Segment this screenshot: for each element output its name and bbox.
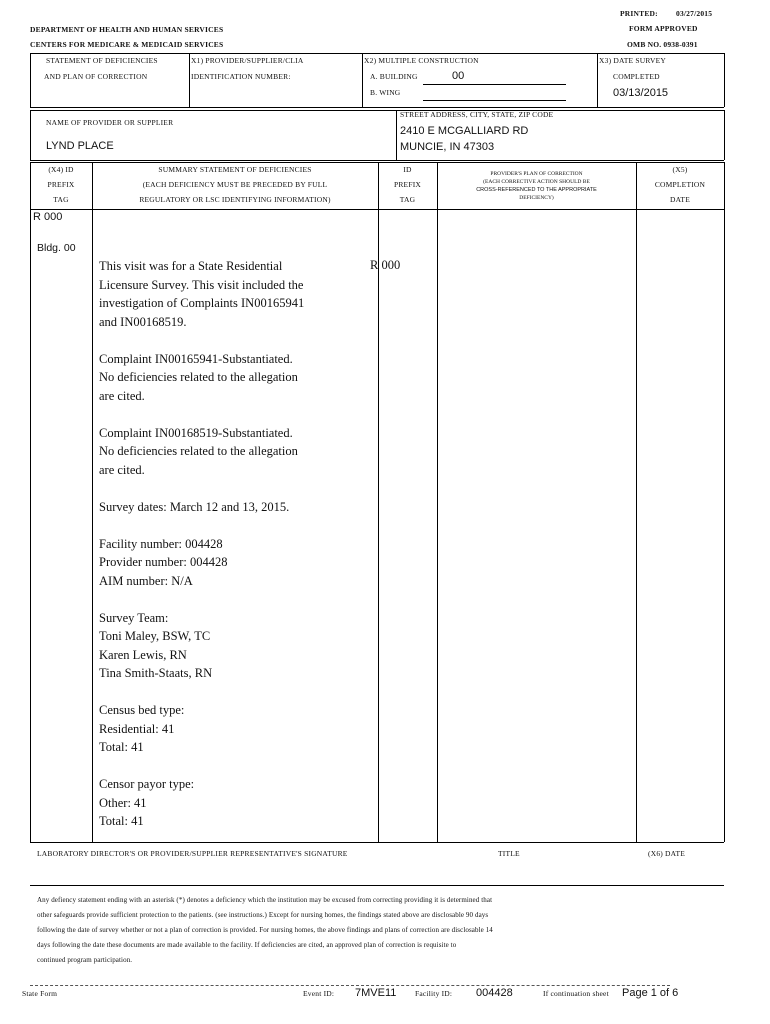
x4-header-1: (X4) ID bbox=[48, 165, 74, 174]
summary-line: and IN00168519. bbox=[99, 314, 187, 329]
x6-date-label: (X6) DATE bbox=[648, 849, 686, 858]
summary-line: Karen Lewis, RN bbox=[99, 647, 187, 662]
building-tag: Bldg. 00 bbox=[37, 242, 76, 254]
x5-header-3: DATE bbox=[670, 195, 690, 204]
plan-header-1: PROVIDER'S PLAN OF CORRECTION bbox=[490, 171, 583, 177]
department-title: DEPARTMENT OF HEALTH AND HUMAN SERVICES bbox=[30, 25, 224, 34]
prefix-tag-left: R 000 bbox=[33, 211, 63, 223]
omb-number: OMB NO. 0938-0391 bbox=[627, 40, 698, 49]
event-id-value: 7MVE11 bbox=[355, 987, 397, 999]
prefix-tag-right: R 000 bbox=[370, 258, 401, 272]
plan-header-4: DEFICIENCY) bbox=[519, 195, 554, 201]
facility-id-label: Facility ID: bbox=[415, 989, 453, 998]
summary-line: No deficiencies related to the allegation bbox=[99, 444, 298, 458]
summary-header-3: REGULATORY OR LSC IDENTIFYING INFORMATION) bbox=[139, 195, 331, 204]
summary-line: Facility number: 004428 bbox=[99, 536, 223, 551]
summary-line: investigation of Complaints IN00165941 bbox=[99, 296, 305, 310]
id-header-3: TAG bbox=[399, 195, 416, 204]
x2-label: X2) MULTIPLE CONSTRUCTION bbox=[364, 56, 479, 65]
summary-line: Toni Maley, BSW, TC bbox=[99, 629, 211, 643]
box1-divider-1 bbox=[189, 53, 190, 107]
street-address: 2410 E MCGALLIARD RD bbox=[400, 125, 529, 137]
summary-header-2: (EACH DEFICIENCY MUST BE PRECEDED BY FULL bbox=[142, 180, 328, 189]
summary-line: No deficiencies related to the allegation bbox=[99, 370, 298, 384]
summary-paragraph bbox=[99, 701, 374, 757]
state-form-label: State Form bbox=[22, 989, 58, 998]
box1-divider-2 bbox=[362, 53, 363, 107]
summary-header-1: SUMMARY STATEMENT OF DEFICIENCIES bbox=[158, 165, 312, 174]
summary-line: Other: 41 bbox=[99, 795, 147, 810]
box2-right-border bbox=[724, 110, 725, 160]
statement-label-2: AND PLAN OF CORRECTION bbox=[44, 72, 148, 81]
printed-date: 03/27/2015 bbox=[676, 9, 713, 18]
summary-line: are cited. bbox=[99, 388, 145, 403]
wing-label: B. WING bbox=[370, 88, 401, 97]
box1-divider-3 bbox=[597, 53, 598, 107]
summary-line: Censor payor type: bbox=[99, 777, 195, 791]
printed-label: PRINTED: bbox=[620, 9, 658, 18]
facility-id-value: 004428 bbox=[476, 987, 513, 999]
summary-line: Provider number: 004428 bbox=[99, 555, 228, 569]
summary-line: Complaint IN00165941-Substantiated. bbox=[99, 351, 293, 366]
x3-label-1: X3) DATE SURVEY bbox=[599, 56, 666, 65]
x1-label-2: IDENTIFICATION NUMBER: bbox=[191, 72, 291, 81]
summary-paragraph bbox=[99, 350, 374, 406]
centers-title: CENTERS FOR MEDICARE & MEDICAID SERVICES bbox=[30, 40, 224, 49]
date-survey-completed: 03/13/2015 bbox=[613, 87, 669, 99]
disclaimer-line: other safeguards provide sufficient protection to the patients. (see instructions.) Except for nursing homes, the findings stated above are disclosable 90 days bbox=[37, 911, 489, 919]
col-border-3 bbox=[437, 162, 438, 842]
box1-right-border bbox=[724, 53, 725, 107]
table-header-bottom bbox=[30, 209, 724, 210]
event-id-label: Event ID: bbox=[303, 989, 335, 998]
summary-line: Licensure Survey. This visit included the bbox=[99, 277, 304, 292]
summary-paragraph bbox=[99, 257, 374, 331]
summary-paragraph bbox=[99, 775, 374, 831]
title-label: TITLE bbox=[498, 849, 520, 858]
col-border-left bbox=[30, 162, 31, 842]
summary-line: Total: 41 bbox=[99, 740, 144, 754]
x3-label-2: COMPLETED bbox=[613, 72, 660, 81]
box2-bottom-border bbox=[30, 160, 724, 161]
page-number: Page 1 of 6 bbox=[622, 987, 679, 999]
disclaimer-line: following the date of survey whether or not a plan of correction is provided. For nursing homes, the above findings and plans of correction are disclosable 14 bbox=[37, 926, 493, 934]
x4-header-3: TAG bbox=[53, 195, 69, 204]
id-header-2: PREFIX bbox=[393, 180, 422, 189]
provider-name: LYND PLACE bbox=[46, 140, 114, 152]
building-value: 00 bbox=[452, 70, 465, 82]
disclaimer-text bbox=[37, 893, 717, 968]
summary-line: Residential: 41 bbox=[99, 721, 175, 736]
box2-divider bbox=[396, 110, 397, 160]
deficiency-summary-text bbox=[99, 257, 374, 849]
building-label: A. BUILDING bbox=[370, 72, 418, 81]
summary-line: Survey Team: bbox=[99, 610, 169, 625]
plan-header-2: (EACH CORRECTIVE ACTION SHOULD BE bbox=[483, 179, 590, 185]
x1-label-1: X1) PROVIDER/SUPPLIER/CLIA bbox=[191, 56, 304, 65]
summary-line: are cited. bbox=[99, 462, 145, 477]
summary-paragraph bbox=[99, 535, 374, 591]
table-top-border bbox=[30, 162, 724, 163]
summary-paragraph bbox=[99, 498, 374, 517]
box1-left-border bbox=[30, 53, 31, 107]
x5-header-1: (X5) bbox=[672, 165, 688, 174]
signature-bottom-border bbox=[30, 885, 724, 886]
x4-header-2: PREFIX bbox=[47, 180, 75, 189]
summary-line: Complaint IN00168519-Substantiated. bbox=[99, 425, 293, 440]
street-address-label: STREET ADDRESS, CITY, STATE, ZIP CODE bbox=[400, 110, 554, 119]
disclaimer-line: Any defiency statement ending with an asterisk (*) denotes a deficiency which the institution may be excused from correcting providing it is determined that bbox=[37, 896, 493, 904]
x5-header-2: COMPLETION bbox=[654, 180, 706, 189]
building-underline bbox=[423, 84, 566, 85]
disclaimer-line: days following the date these documents are made available to the facility. If deficiencies are cited, an approved plan of correction is requisite to bbox=[37, 941, 457, 949]
col-border-4 bbox=[636, 162, 637, 842]
box1-bottom-border bbox=[30, 107, 724, 108]
summary-line: Survey dates: March 12 and 13, 2015. bbox=[99, 499, 290, 514]
continuation-label: If continuation sheet bbox=[543, 989, 609, 998]
box2-top-border bbox=[30, 110, 724, 111]
summary-line: Census bed type: bbox=[99, 703, 185, 717]
summary-line: Total: 41 bbox=[99, 814, 144, 828]
id-header-1: ID bbox=[403, 165, 412, 174]
statement-label-1: STATEMENT OF DEFICIENCIES bbox=[46, 56, 158, 65]
form-approved: FORM APPROVED bbox=[629, 24, 698, 33]
disclaimer-line: continued program participation. bbox=[37, 956, 133, 964]
city-state-zip: MUNCIE, IN 47303 bbox=[400, 141, 495, 153]
summary-paragraph bbox=[99, 609, 374, 683]
summary-line: Tina Smith-Staats, RN bbox=[99, 666, 213, 680]
footer-rule bbox=[30, 985, 670, 986]
col-border-right bbox=[724, 162, 725, 842]
box2-left-border bbox=[30, 110, 31, 160]
box1-top-border bbox=[30, 53, 724, 54]
summary-line: This visit was for a State Residential bbox=[99, 259, 283, 273]
col-border-1 bbox=[92, 162, 93, 842]
provider-name-label: NAME OF PROVIDER OR SUPPLIER bbox=[46, 118, 174, 127]
wing-underline bbox=[423, 100, 566, 101]
summary-line: AIM number: N/A bbox=[99, 573, 193, 588]
signature-label: LABORATORY DIRECTOR'S OR PROVIDER/SUPPLIER REPRESENTATIVE'S SIGNATURE bbox=[37, 849, 348, 858]
summary-paragraph bbox=[99, 424, 374, 480]
plan-header-3: CROSS-REFERENCED TO THE APPROPRIATE bbox=[476, 187, 597, 193]
